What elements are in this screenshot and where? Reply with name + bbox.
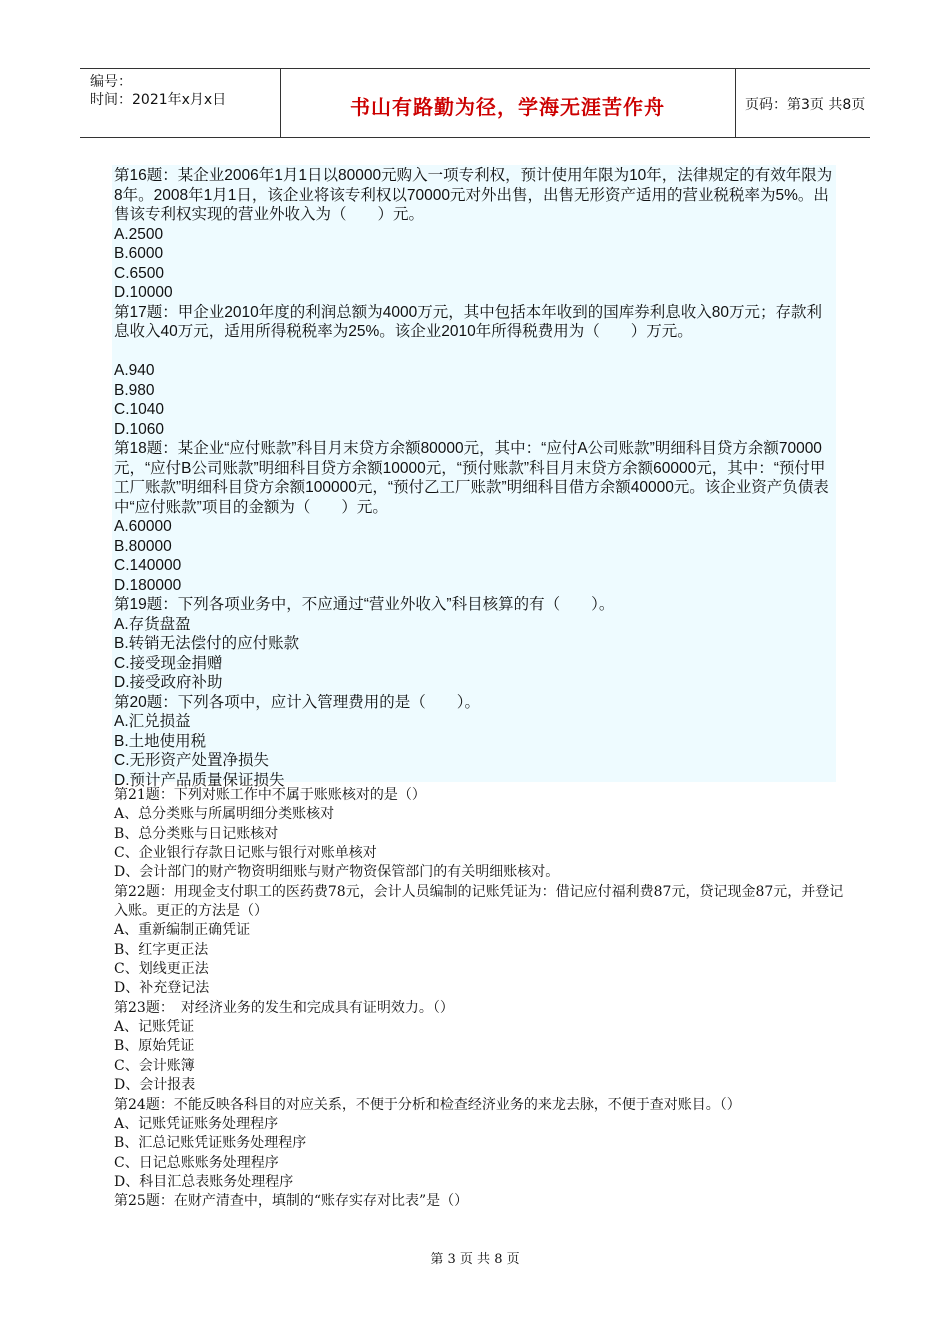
- option: D.接受政府补助: [114, 674, 223, 691]
- option: B、汇总记账凭证账务处理程序: [114, 1135, 307, 1152]
- option: D、补充登记法: [114, 980, 210, 997]
- option: C、会计账簿: [114, 1057, 195, 1074]
- motto: 书山有路勤为径，学海无涯苦作舟: [350, 95, 665, 119]
- question-17: 第17题：甲企业2010年度的利润总额为4000万元，其中包括本年收到的国库券利息收入80万元；存款利息收入40万元，适用所得税税率为25%。该企业2010年所得税费用为（ ）万元。: [114, 303, 822, 340]
- option: A.汇兑损益: [114, 713, 191, 730]
- document-date-label: 时间：2021年x月x日: [90, 92, 227, 108]
- question-18: 第18题：某企业“应付账款”科目月末贷方余额80000元，其中：“应付A公司账款”明细科目贷方余额70000元，“应付B公司账款”明细科目贷方余额10000元，“预付账款”科目月末贷方余额60000元，其中：“预付甲工厂账款”明细科目贷方余额100000元，“预付乙工厂账款”明细科目借方余额40000元。该企业资产负债表中“应付账款”项目的金额为（ ）元。: [114, 440, 829, 516]
- header-meta-cell: [80, 69, 281, 137]
- option: D.1060: [114, 420, 164, 438]
- header-page-cell: [735, 69, 870, 137]
- question-section-1: [114, 166, 834, 790]
- header-motto-cell: [280, 69, 736, 137]
- option: C.1040: [114, 401, 164, 418]
- option: A、记账凭证账务处理程序: [114, 1115, 279, 1132]
- question-22: 第22题：用现金支付职工的医药费78元，会计人员编制的记账凭证为：借记应付福利费87元，贷记现金87元，并登记入账。更正的方法是（）: [114, 883, 844, 920]
- option: D.180000: [114, 576, 182, 594]
- option: B.980: [114, 381, 155, 399]
- option: B.土地使用税: [114, 732, 207, 750]
- option: C.接受现金捐赠: [114, 654, 223, 672]
- document-number-label: 编号：: [90, 74, 132, 90]
- option: A、总分类账与所属明细分类账核对: [114, 806, 335, 823]
- option: A.2500: [114, 225, 164, 243]
- option: A、记账凭证: [114, 1019, 195, 1036]
- option: B.转销无法偿付的应付账款: [114, 635, 300, 652]
- option: B、红字更正法: [114, 941, 209, 958]
- option: A、重新编制正确凭证: [114, 922, 251, 939]
- option: C.无形资产处置净损失: [114, 752, 270, 769]
- option: A.存货盘盈: [114, 615, 191, 633]
- question-16: 第16题：某企业2006年1月1日以80000元购入一项专利权，预计使用年限为10年，法律规定的有效年限为8年。2008年1月1日，该企业将该专利权以70000元对外出售，出售无形资产适用的营业税税率为5%。出售该专利权实现的营业外收入为（ ）元。: [114, 167, 833, 223]
- option: C、日记总账账务处理程序: [114, 1154, 279, 1171]
- page-header: [80, 68, 870, 138]
- question-19: 第19题：下列各项业务中，不应通过“营业外收入”科目核算的有（ ）。: [114, 596, 615, 613]
- option: D、会计部门的财产物资明细账与财产物资保管部门的有关明细账核对。: [114, 864, 560, 881]
- option: C、企业银行存款日记账与银行对账单核对: [114, 845, 377, 862]
- question-23: 第23题： 对经济业务的发生和完成具有证明效力。（）: [114, 999, 454, 1016]
- option: A.940: [114, 362, 155, 379]
- option: D.预计产品质量保证损失: [114, 771, 285, 789]
- blank-line: [114, 342, 834, 362]
- option: B、原始凭证: [114, 1038, 195, 1055]
- question-21: 第21题：下列对账工作中不属于账账核对的是（）: [114, 787, 426, 803]
- option: A.60000: [114, 518, 172, 535]
- page-footer: 第 3 页 共 8 页: [430, 1252, 520, 1267]
- option: D.10000: [114, 284, 173, 301]
- question-section-2: [114, 786, 844, 1212]
- page-number-label: 页码：第3页 共8页: [745, 97, 866, 113]
- option: D、科目汇总表账务处理程序: [114, 1173, 294, 1190]
- option: C.6500: [114, 264, 164, 282]
- question-25: 第25题：在财产清查中，填制的“账存实存对比表”是（）: [114, 1193, 469, 1210]
- option: B.6000: [114, 245, 164, 262]
- option: C.140000: [114, 557, 182, 574]
- option: B.80000: [114, 537, 172, 555]
- question-20: 第20题：下列各项中，应计入管理费用的是（ ）。: [114, 693, 480, 711]
- option: D、会计报表: [114, 1077, 196, 1094]
- option: B、总分类账与日记账核对: [114, 825, 279, 842]
- option: C、划线更正法: [114, 961, 209, 978]
- question-24: 第24题：不能反映各科目的对应关系，不便于分析和检查经济业务的来龙去脉，不便于查对账目。（）: [114, 1096, 741, 1113]
